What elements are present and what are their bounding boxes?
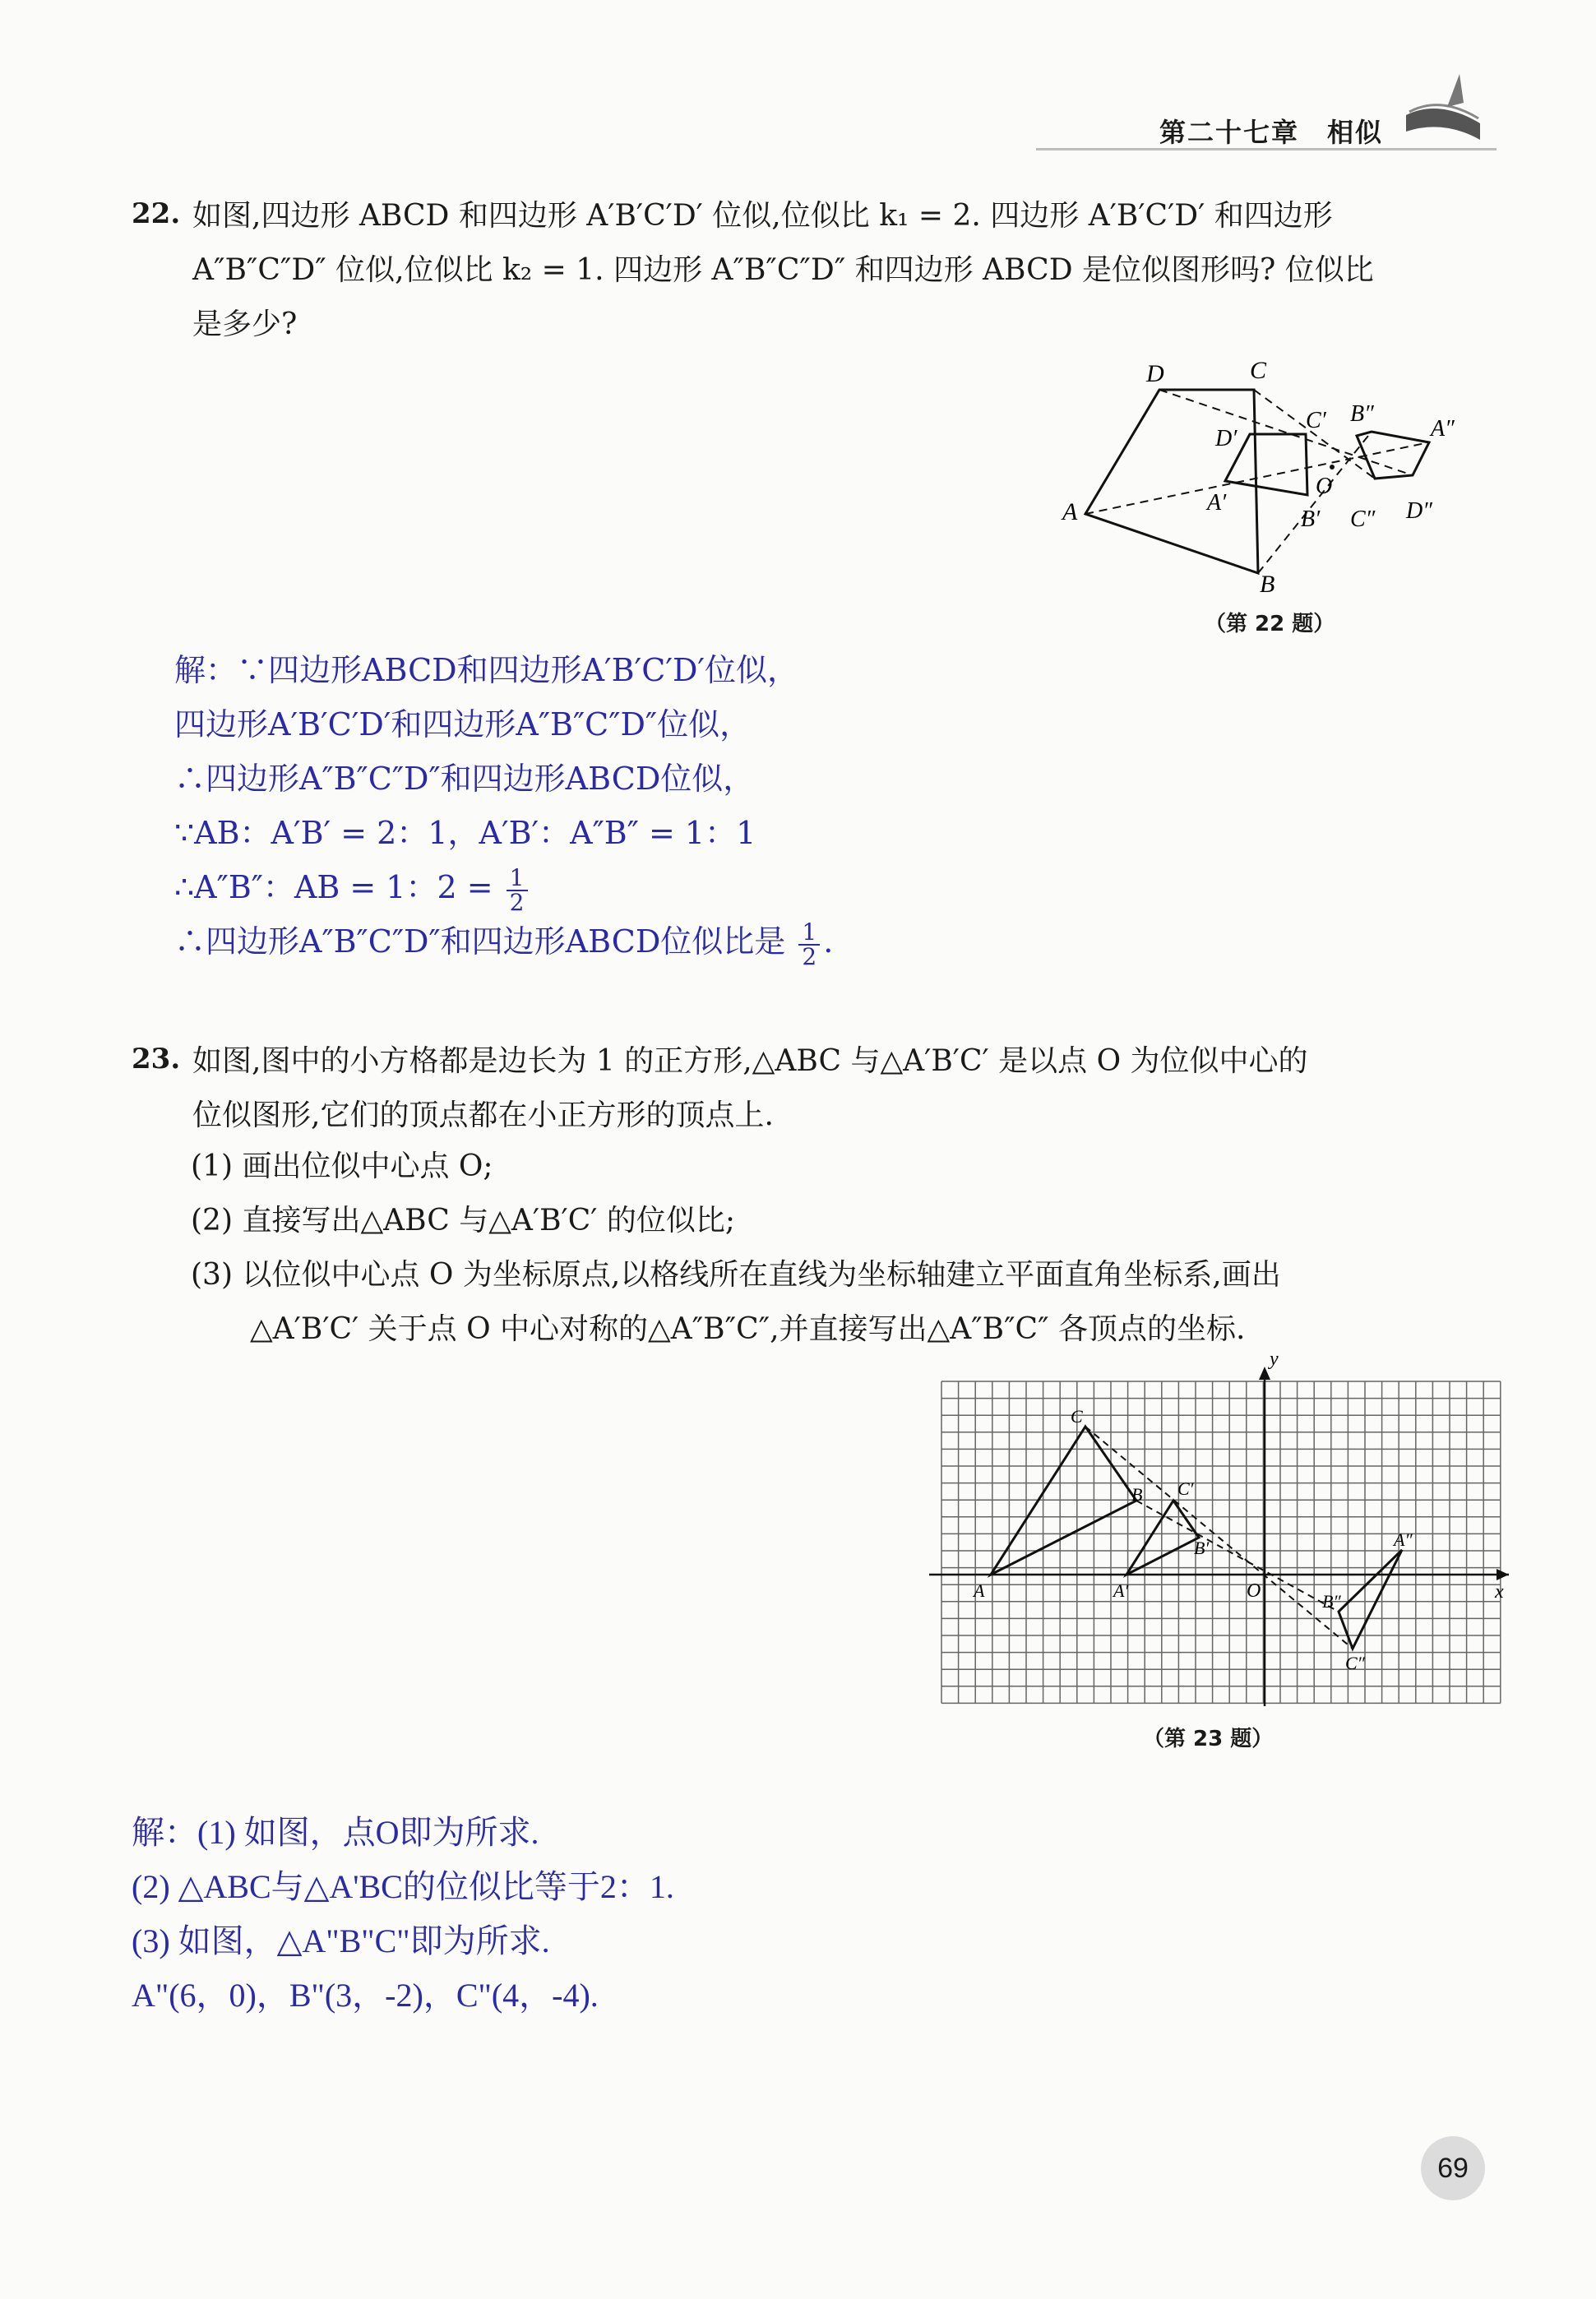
axis-x-label: x bbox=[1495, 1581, 1504, 1603]
header-rule bbox=[1036, 148, 1497, 150]
label-A: A bbox=[974, 1580, 985, 1601]
label-D1: D′ bbox=[1215, 426, 1237, 451]
q23-sub3a: (3) 以位似中心点 O 为坐标原点,以格线所在直线为坐标轴建立平面直角坐标系,画出 bbox=[191, 1258, 1281, 1292]
ans23-line2: (2) △ABC与△A'BC的位似比等于2：1. bbox=[132, 1868, 674, 1905]
book-icon bbox=[1398, 66, 1497, 148]
label-D2: D″ bbox=[1406, 498, 1432, 524]
ans23-line1: 解：(1) 如图，点O即为所求. bbox=[132, 1814, 539, 1851]
ans22-fraction-1 bbox=[507, 863, 528, 916]
grid bbox=[941, 1381, 1501, 1703]
q23-sub2: (2) 直接写出△ABC 与△A′B′C′ 的位似比; bbox=[191, 1204, 736, 1237]
label-A1: A′ bbox=[1113, 1580, 1129, 1601]
label-B: B bbox=[1131, 1484, 1143, 1505]
q23-subquestions bbox=[191, 1140, 1490, 1357]
q22-line2: A″B″C″D″ 位似,位似比 k₂ = 1. 四边形 A″B″C″D″ 和四边形 ABCD 是位似图形吗? 位似比 bbox=[192, 253, 1374, 287]
label-B: B bbox=[1260, 571, 1275, 592]
ans22-line5-text: ∴A″B″：AB = 1：2 = bbox=[174, 869, 493, 905]
q23-text bbox=[192, 1034, 1475, 1143]
answer-22 bbox=[174, 643, 1408, 969]
q23-sub3b: △A′B′C′ 关于点 O 中心对称的△A″B″C″,并直接写出△A″B″C″ 各顶点的坐标. bbox=[250, 1312, 1246, 1346]
q23-line1: 如图,图中的小方格都是边长为 1 的正方形,△ABC 与△A′B′C′ 是以点 O 为位似中心的 bbox=[192, 1044, 1308, 1078]
ans22-line1: 解：∵四边形ABCD和四边形A′B′C′D′位似， bbox=[174, 652, 799, 688]
q22-text bbox=[192, 189, 1475, 352]
q22-figure bbox=[1044, 345, 1488, 592]
label-C: C bbox=[1071, 1406, 1083, 1427]
label-B1: B′ bbox=[1301, 507, 1321, 532]
axis-y-label: y bbox=[1270, 1348, 1279, 1370]
label-D: D bbox=[1146, 360, 1164, 387]
label-A2: A″ bbox=[1431, 416, 1455, 442]
q22-caption: （第 22 题） bbox=[1205, 612, 1335, 636]
q23-figure bbox=[921, 1348, 1513, 1710]
label-A: A bbox=[1062, 498, 1078, 525]
label-C: C bbox=[1250, 357, 1267, 384]
label-C1: C′ bbox=[1177, 1478, 1194, 1499]
origin-label: O bbox=[1247, 1580, 1261, 1602]
chapter-header: 第二十七章 相似 bbox=[1159, 117, 1384, 148]
frac-den: 2 bbox=[509, 888, 525, 916]
label-C2: C″ bbox=[1350, 507, 1376, 532]
ans22-fraction-2 bbox=[798, 918, 820, 970]
ans22-line6 bbox=[174, 914, 1408, 969]
label-O: O bbox=[1316, 474, 1333, 499]
frac-num: 1 bbox=[798, 921, 820, 946]
page-number: 69 bbox=[1421, 2136, 1485, 2200]
q23-caption: （第 23 题） bbox=[1143, 1727, 1274, 1751]
ans22-line6-text: ∴四边形A″B″C″D″和四边形ABCD位似比是 bbox=[174, 923, 786, 960]
label-C2: C″ bbox=[1345, 1653, 1365, 1673]
q22-line3: 是多少? bbox=[192, 308, 298, 341]
label-B1: B′ bbox=[1194, 1538, 1210, 1558]
label-B2: B″ bbox=[1322, 1591, 1341, 1612]
q23-number: 23. bbox=[132, 1043, 181, 1075]
ans23-line3: (3) 如图，△A"B"C"即为所求. bbox=[132, 1922, 550, 1959]
ans22-line4: ∵AB：A′B′ = 2：1，A′B′：A″B″ = 1：1 bbox=[174, 815, 756, 851]
frac-den: 2 bbox=[802, 942, 817, 970]
label-A2: A″ bbox=[1394, 1529, 1413, 1550]
q22-number: 22. bbox=[132, 197, 181, 230]
ans22-line6-end: . bbox=[823, 923, 834, 960]
ans22-line2: 四边形A′B′C′D′和四边形A″B″C″D″位似， bbox=[174, 706, 752, 742]
label-A1: A′ bbox=[1207, 490, 1227, 516]
label-B2: B″ bbox=[1350, 401, 1374, 427]
frac-num: 1 bbox=[507, 867, 528, 891]
ans22-line3: ∴四边形A″B″C″D″和四边形ABCD位似， bbox=[174, 761, 755, 797]
q22-line1: 如图,四边形 ABCD 和四边形 A′B′C′D′ 位似,位似比 k₁ = 2. 四边形 A′B′C′D′ 和四边形 bbox=[192, 199, 1333, 233]
ans22-line5 bbox=[174, 860, 1408, 914]
q23-sub1: (1) 画出位似中心点 O; bbox=[191, 1150, 493, 1183]
q23-line2: 位似图形,它们的顶点都在小正方形的顶点上. bbox=[192, 1099, 774, 1132]
answer-23 bbox=[132, 1806, 1365, 2023]
label-C1: C′ bbox=[1306, 408, 1326, 433]
ans23-line4: A"(6，0)，B"(3，-2)，C"(4，-4). bbox=[132, 1977, 599, 2014]
